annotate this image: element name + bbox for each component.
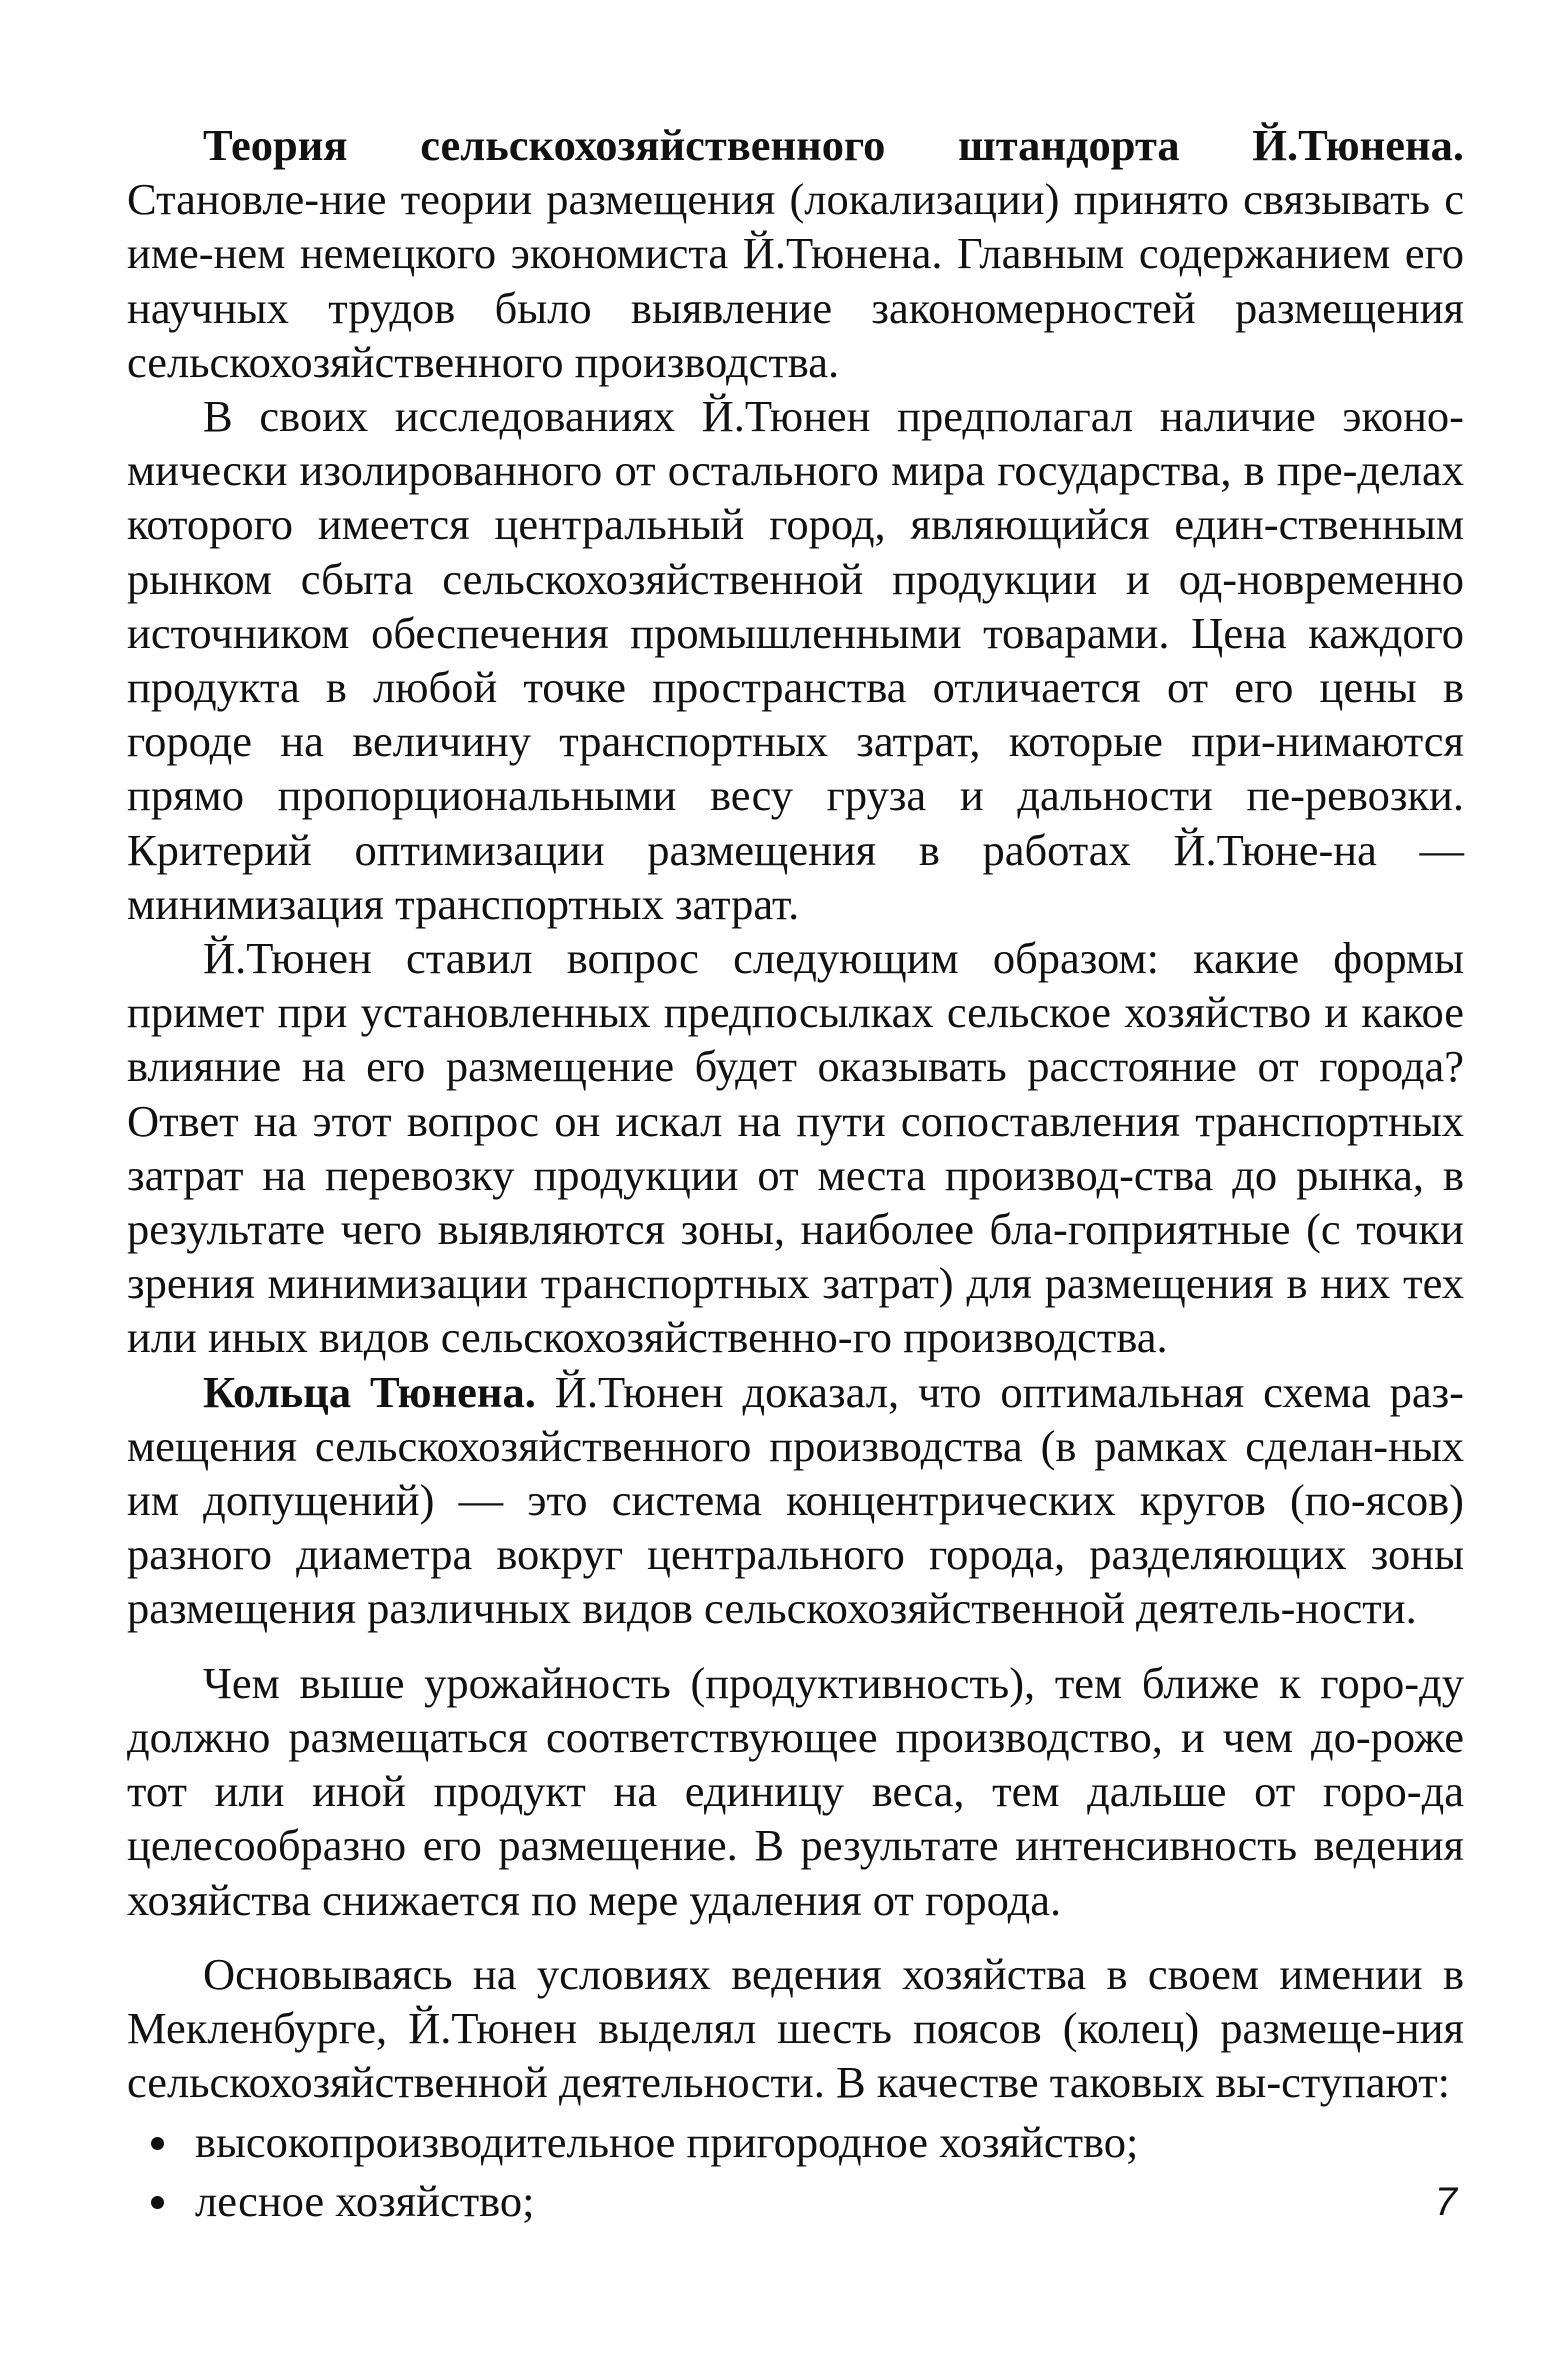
page-body: [127, 118, 1464, 2232]
list-item: высокопроизводительное пригородное хозяйство;: [127, 2115, 1464, 2169]
paragraph-isolated-state: В своих исследованиях Й.Тюнен предполагал наличие эконо-мически изолированного от остального мира государства, в пре-делах которого имеется центральный город, являющийся един-ственным рынком сбыта сельскохозяйственной продукции и од-новременно источником обеспечения промышленными товарами. Цена каждого продукта в любой точке пространства отличается от его цены в городе на величину транспортных затрат, которые при-нимаются прямо пропорциональными весу груза и дальности пе-ревозки. Критерий оптимизации размещения в работах Й.Тюне-на — минимизация транспортных затрат.: [127, 391, 1464, 929]
paragraph-productivity: Чем выше урожайность (продуктивность), тем ближе к горо-ду должно размещаться соответствующее производство, и чем до-роже тот или иной продукт на единицу веса, тем дальше от горо-да целесообразно его размещение. В результате интенсивность ведения хозяйства снижается по мере удаления от города.: [127, 1657, 1464, 1925]
list-item: лесное хозяйство;: [127, 2174, 1464, 2228]
section-heading-thunen-theory: Теория сельскохозяйственного штандорта Й.Тюнена.: [203, 120, 1464, 170]
paragraph-thunen-theory: [127, 118, 1464, 389]
paragraph-question: Й.Тюнен ставил вопрос следующим образом: какие формы примет при установленных предпосылках сельское хозяйство и какое влияние на его размещение будет оказывать расстояние от города? Ответ на этот вопрос он искал на пути сопоставления транспортных затрат на перевозку продукции от места производ-ства до рынка, в результате чего выявляются зоны, наиболее бла-гоприятные (с точки зрения минимизации транспортных затрат) для размещения в них тех или иных видов сельскохозяйственно-го производства.: [127, 933, 1464, 1363]
paragraph-text: Становле-ние теории размещения (локализации) принято связывать с име-нем немецкого экономиста Й.Тюнена. Главным содержанием его научных трудов было выявление закономерностей размещения сельскохозяйственного производства.: [127, 174, 1464, 387]
paragraph-mecklenburg: Основываясь на условиях ведения хозяйства в своем имении в Мекленбурге, Й.Тюнен выделял шесть поясов (колец) размеще-ния сельскохозяйственной деятельности. В качестве таковых вы-ступают:: [127, 1948, 1464, 2108]
paragraph-text: Й.Тюнен доказал, что оптимальная схема раз-мещения сельскохозяйственного производства (в рамках сделан-ных им допущений) — это система концентрических кругов (по-ясов) разного диаметра вокруг центрального города, разделяющих зоны размещения различных видов сельскохозяйственной деятель-ности.: [127, 1366, 1465, 1634]
rings-list: [127, 2115, 1464, 2227]
page-number: 7: [1434, 2180, 1457, 2224]
section-heading-thunen-rings: Кольца Тюнена.: [203, 1366, 536, 1417]
bullet-icon: [151, 2137, 164, 2150]
paragraph-thunen-rings: [127, 1365, 1464, 1636]
bullet-icon: [151, 2196, 164, 2209]
